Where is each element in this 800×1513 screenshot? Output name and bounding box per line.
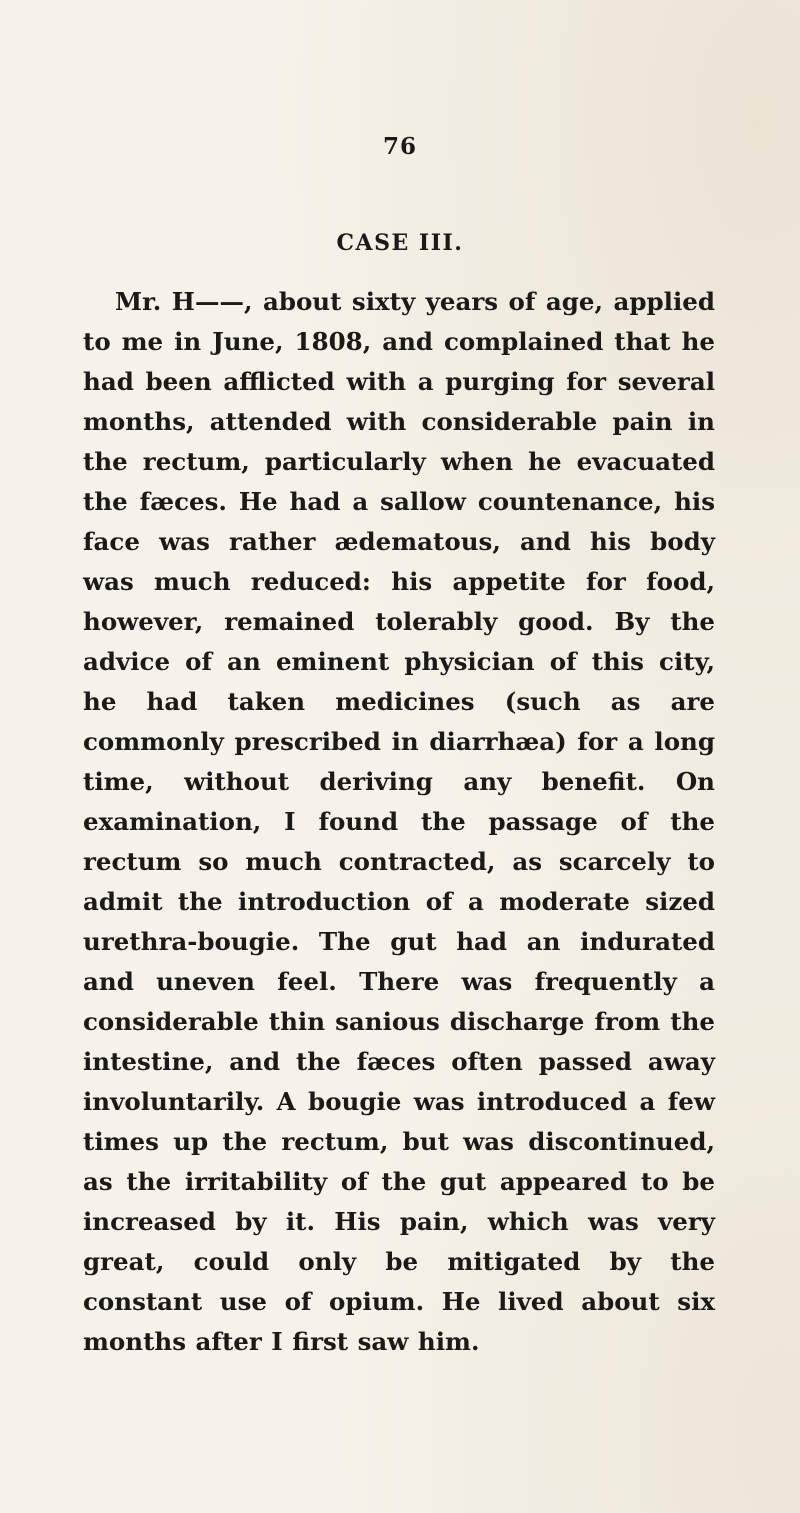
case-paragraph: Mr. H——, about sixty years of age, applied to me in June, 1808, and complained that he had been afflicted with a purging for several months, attended with considerable pain in the rectum, particularly when he evacuated the fæces. He had a sallow countenance, his face was rather ædematous, and his body was much reduced: his appetite for food, however, remained tolerably good. By the advice of an eminent physician of this city, he had taken medicines (such as are commonly prescribed in diarrhæa) for a long time, without deriving any benefit. On examination, I found the passage of the rectum so much contracted, as scarcely to admit the introduction of a moderate sized urethra-bougie. The gut had an indurated and uneven feel. There was frequently a considerable thin sanious discharge from the intestine, and the fæces often passed away involuntarily. A bougie was introduced a few times up the rectum, but was discontinued, as the irritability of the gut appeared to be increased by it. His pain, which was very great, could only be mitigated by the constant use of opium. He lived about six months after I first saw him.: [83, 287, 715, 1356]
case-heading: CASE III.: [336, 230, 464, 256]
page-number: 76: [382, 133, 417, 160]
